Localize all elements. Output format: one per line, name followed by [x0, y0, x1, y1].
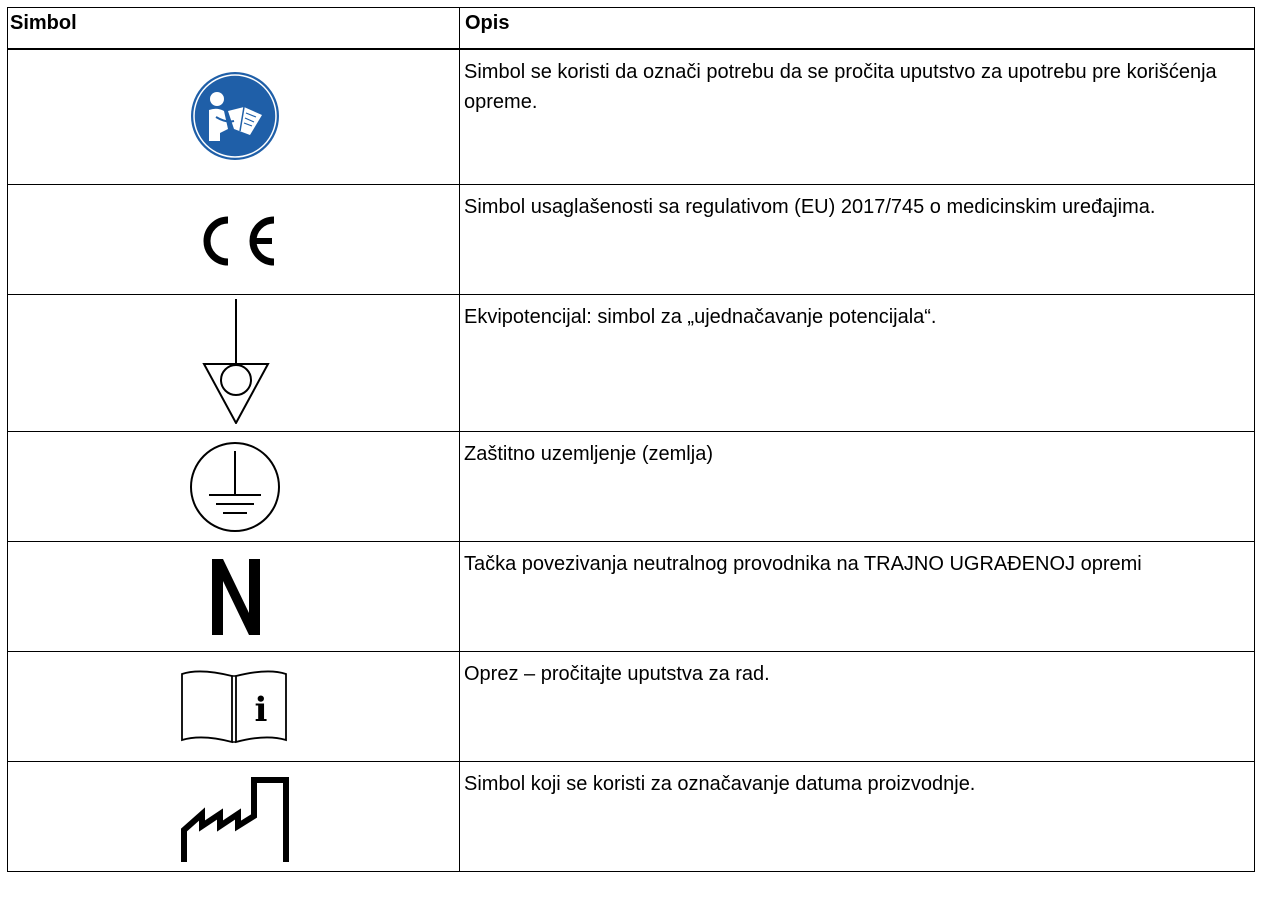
table-row — [8, 761, 1255, 871]
symbol-cell — [8, 49, 460, 184]
table-row — [8, 541, 1255, 651]
table-header-row — [8, 8, 1255, 50]
description-cell: Oprez – pročitajte uputstva za rad. — [460, 651, 1255, 761]
operating-instructions-icon — [180, 668, 288, 748]
description-cell: Ekvipotencijal: simbol za „ujednačavanje potencijala“. — [460, 294, 1255, 431]
ce-mark-icon — [194, 216, 280, 266]
svg-text:i: i — [254, 689, 268, 730]
symbol-cell — [8, 431, 460, 541]
description-cell: Tačka povezivanja neutralnog provodnika na TRAJNO UGRAĐENOJ opremi — [460, 541, 1255, 651]
symbols-table — [7, 7, 1255, 872]
description-cell: Simbol usaglašenosti sa regulativom (EU) 2017/745 o medicinskim uređajima. — [460, 184, 1255, 294]
table-row — [8, 431, 1255, 541]
description-cell: Zaštitno uzemljenje (zemlja) — [460, 431, 1255, 541]
description-cell: Simbol koji se koristi za označavanje datuma proizvodnje. — [460, 761, 1255, 871]
table-row — [8, 184, 1255, 294]
symbol-cell — [8, 541, 460, 651]
neutral-conductor-icon — [212, 559, 260, 635]
symbol-column-header: Simbol — [8, 8, 460, 50]
symbol-cell — [8, 761, 460, 871]
table-row — [8, 49, 1255, 184]
table-row — [8, 294, 1255, 431]
protective-earth-icon — [189, 441, 281, 533]
symbol-cell — [8, 294, 460, 431]
equipotential-icon — [201, 299, 271, 424]
symbol-cell — [8, 184, 460, 294]
symbol-cell — [8, 651, 460, 761]
description-column-header: Opis — [460, 8, 1255, 50]
manufacture-date-icon — [180, 776, 290, 862]
description-cell: Simbol se koristi da označi potrebu da se pročita uputstvo za upotrebu pre korišćenja opreme. — [460, 49, 1255, 184]
read-manual-icon — [190, 71, 280, 161]
table-row — [8, 651, 1255, 761]
